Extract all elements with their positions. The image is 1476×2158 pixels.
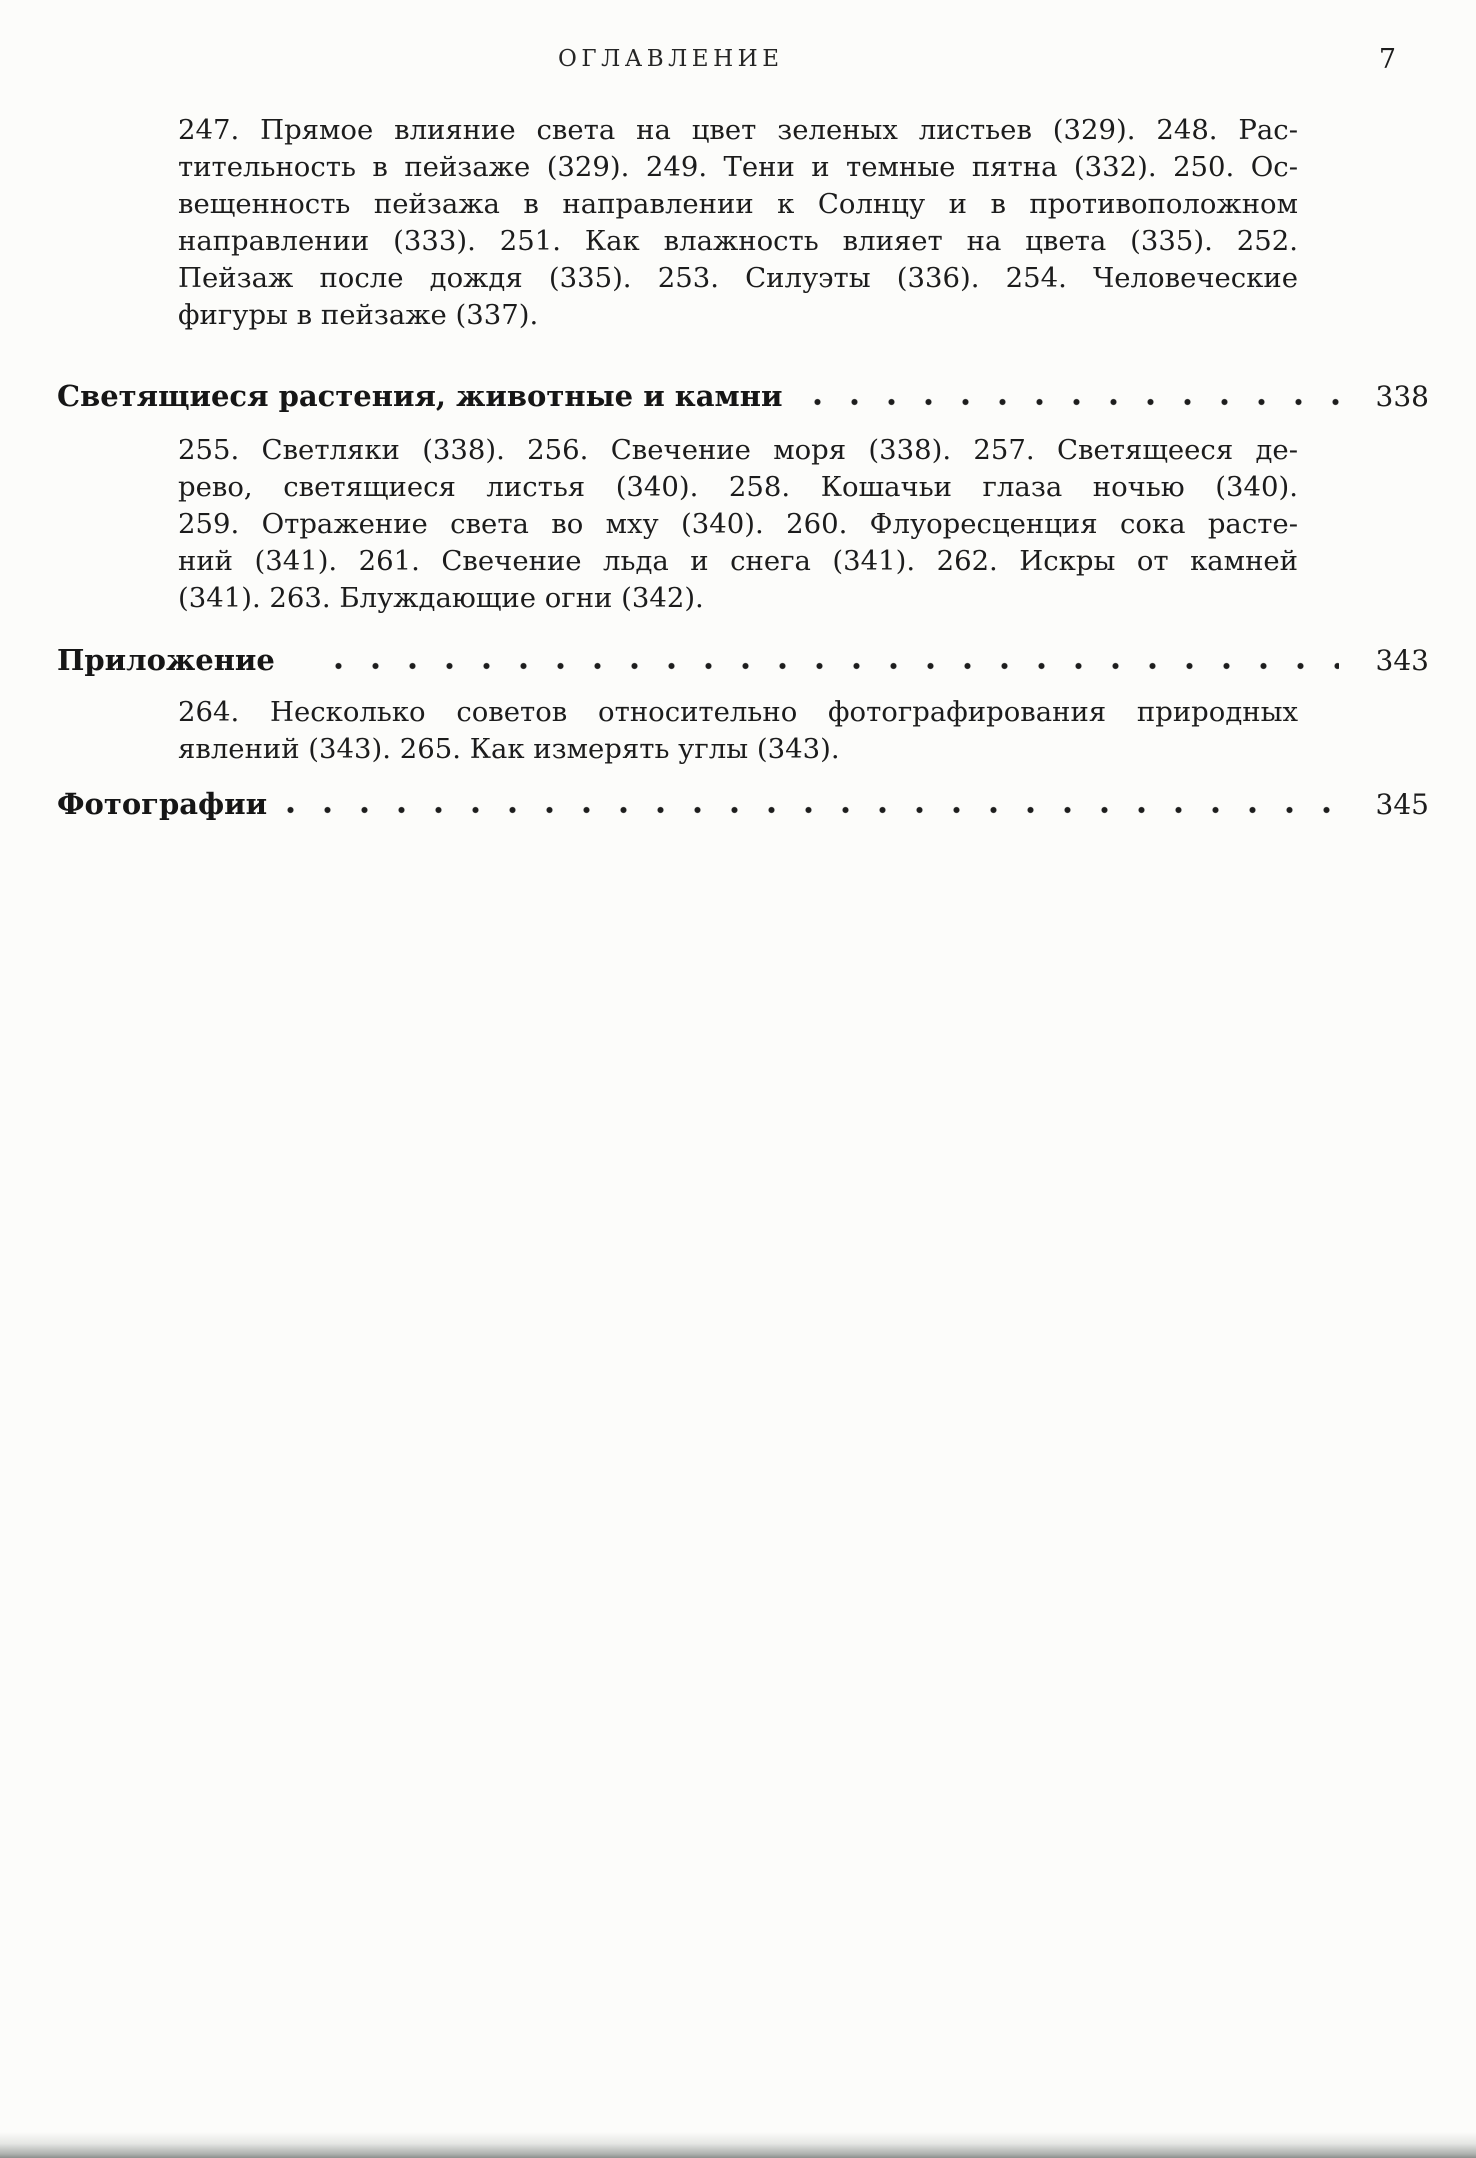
toc-heading-row-appendix bbox=[57, 642, 1429, 679]
toc-line: вещенность пейзажа в направлении к Солнцу и в противоположном bbox=[178, 188, 1298, 220]
page-number: 7 bbox=[1378, 44, 1396, 75]
toc-heading-label: Фотографии bbox=[57, 787, 268, 821]
dot-leader bbox=[281, 804, 1339, 816]
toc-line: тительность в пейзаже (329). 249. Тени и темные пятна (332). 250. Ос- bbox=[178, 151, 1298, 183]
toc-heading-row-luminous bbox=[57, 378, 1429, 415]
dot-leader bbox=[808, 396, 1339, 408]
toc-line: явлений (343). 265. Как измерять углы (343). bbox=[178, 733, 840, 765]
toc-heading-page-number: 338 bbox=[1375, 380, 1429, 413]
toc-line: рево, светящиеся листья (340). 258. Кошачьи глаза ночью (340). bbox=[178, 471, 1298, 503]
scan-page-bottom-edge bbox=[0, 2132, 1476, 2158]
toc-line: 255. Светляки (338). 256. Свечение моря (338). 257. Светящееся де- bbox=[178, 434, 1298, 466]
toc-line: направлении (333). 251. Как влажность влияет на цвета (335). 252. bbox=[178, 225, 1298, 257]
toc-paragraph-255-263 bbox=[178, 432, 1298, 617]
toc-line: фигуры в пейзаже (337). bbox=[178, 299, 539, 331]
toc-heading-page-number: 345 bbox=[1375, 788, 1429, 821]
toc-paragraph-264-265 bbox=[178, 694, 1298, 768]
toc-heading-row-photos bbox=[57, 786, 1429, 823]
toc-line: 264. Несколько советов относительно фотографирования природных bbox=[178, 696, 1298, 728]
toc-paragraph-247-254 bbox=[178, 112, 1298, 334]
toc-line: ний (341). 261. Свечение льда и снега (341). 262. Искры от камней bbox=[178, 545, 1298, 577]
toc-heading-label: Светящиеся растения, животные и камни bbox=[57, 379, 783, 413]
toc-line: (341). 263. Блуждающие огни (342). bbox=[178, 582, 704, 614]
toc-heading-label: Приложение bbox=[57, 643, 275, 677]
toc-heading-page-number: 343 bbox=[1375, 644, 1429, 677]
toc-line: 247. Прямое влияние света на цвет зеленых листьев (329). 248. Рас- bbox=[178, 114, 1298, 146]
dot-leader bbox=[329, 660, 1339, 672]
toc-line: 259. Отражение света во мху (340). 260. Флуоресценция сока расте- bbox=[178, 508, 1298, 540]
page-title: ОГЛАВЛЕНИЕ bbox=[558, 46, 784, 72]
toc-line: Пейзаж после дождя (335). 253. Силуэты (336). 254. Человеческие bbox=[178, 262, 1298, 294]
